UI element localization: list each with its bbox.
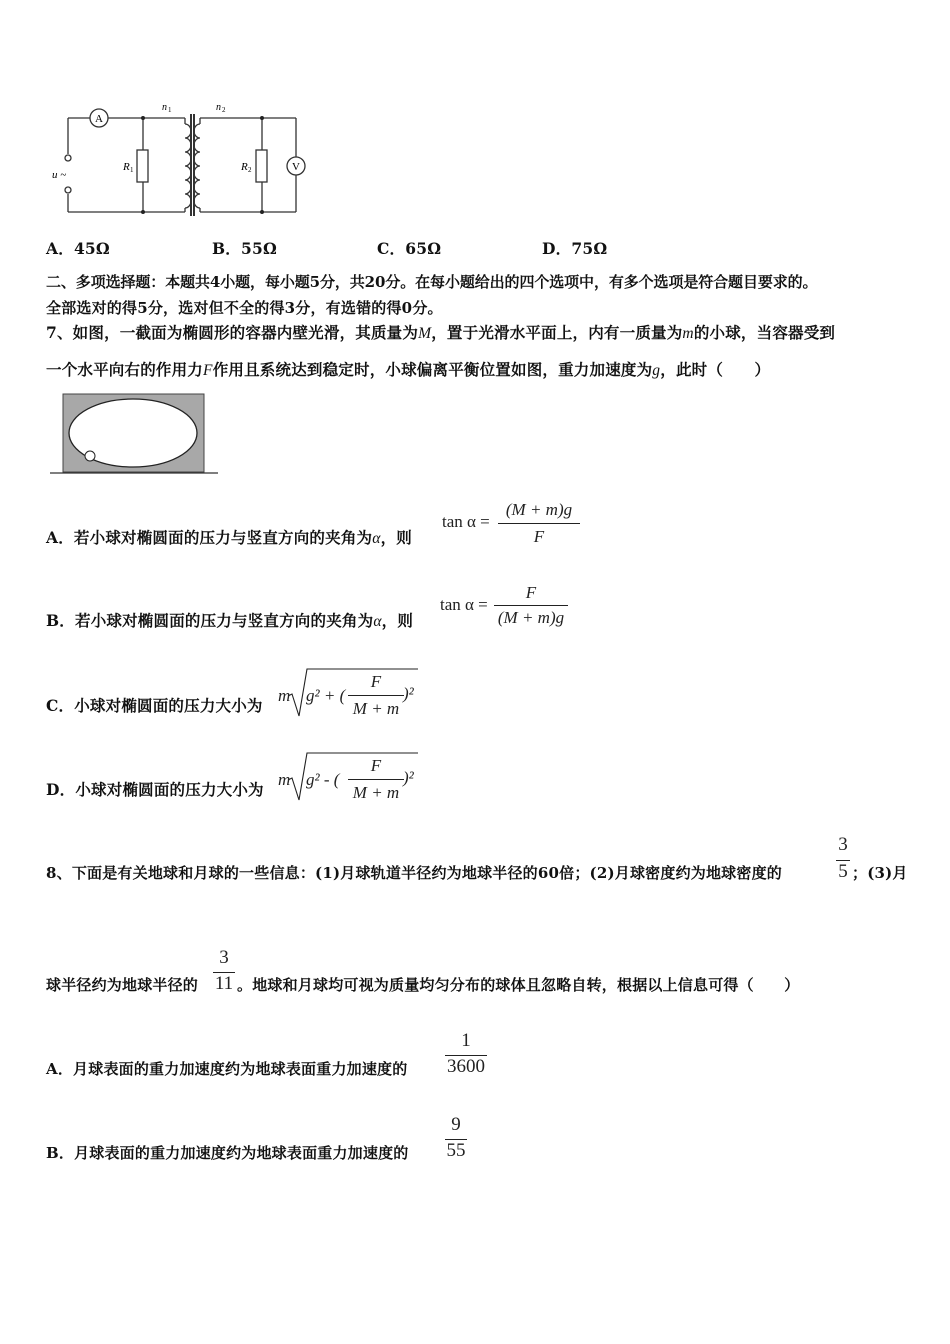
q7-b-denominator: (M + m)g	[497, 608, 565, 627]
q7-d-inner: g² - (	[306, 770, 340, 789]
r1-label: R	[123, 161, 130, 173]
section2-line2: 全部选对的得5分，选对但不全的得3分，有选错的得0分。	[46, 299, 443, 317]
q8-option-a: A．月球表面的重力加速度约为地球表面重力加速度的	[46, 1060, 408, 1078]
q8-frac2-denominator: 11	[214, 973, 234, 994]
q7-a-lhs: tan α =	[442, 512, 490, 531]
q7-c-denominator: M + m	[352, 699, 400, 718]
q8-frac2-numerator: 3	[219, 947, 229, 968]
ammeter-label: A	[95, 113, 103, 125]
q7-b-numerator: F	[525, 583, 537, 602]
q8-a-numerator: 1	[461, 1030, 471, 1051]
q8-stem-line2-head: 球半径约为地球半径的	[46, 976, 199, 994]
section2-line1: 二、多项选择题：本题共4小题，每小题5分，共20分。在每小题给出的四个选项中，有多个选项是符合题目要求的。	[46, 273, 818, 291]
r1-sub: 1	[130, 166, 134, 174]
q7-b-lhs: tan α =	[440, 595, 488, 614]
transformer-circuit-diagram	[50, 98, 310, 224]
q7-option-d: D．小球对椭圆面的压力大小为	[46, 780, 264, 799]
q7-d-numerator: F	[370, 756, 382, 775]
q8-stem-line1: 8、下面是有关地球和月球的一些信息：(1)月球轨道半径约为地球半径的60倍；(2)月球密度约为地球密度的	[46, 864, 782, 882]
r2-sub: 2	[248, 166, 252, 174]
q8-frac1-denominator: 5	[838, 861, 848, 882]
r2-label: R	[241, 161, 248, 173]
q6-option-c: C．65Ω	[377, 239, 442, 258]
q7-option-a: A．若小球对椭圆面的压力与竖直方向的夹角为α，则	[46, 528, 412, 547]
q7-c-m: m	[278, 686, 291, 705]
n2-sub: 2	[222, 106, 226, 114]
voltmeter-label: V	[292, 161, 300, 173]
q7-c-numerator: F	[370, 672, 382, 691]
q8-option-b: B．月球表面的重力加速度约为地球表面重力加速度的	[46, 1144, 409, 1162]
q7-c-fraction-bar	[348, 695, 404, 696]
q7-d-close: )²	[403, 768, 414, 787]
q7-a-numerator: (M + m)g	[505, 500, 573, 519]
q7-d-fraction-bar	[348, 779, 404, 780]
q6-option-d: D．75Ω	[542, 239, 608, 258]
q7-option-c: C．小球对椭圆面的压力大小为	[46, 696, 263, 715]
q6-option-b: B．55Ω	[212, 239, 277, 258]
q7-c-inner: g² + (	[306, 686, 346, 705]
q7-b-fraction-bar	[494, 605, 568, 606]
q8-stem-line1-tail: ；(3)月	[852, 864, 908, 882]
q6-option-a: A．45Ω	[46, 239, 110, 258]
q7-a-fraction-bar	[498, 523, 580, 524]
n1-label: n	[162, 102, 167, 113]
n1-sub: 1	[168, 106, 172, 114]
source-label: u ~	[52, 169, 67, 181]
elliptical-container-figure	[50, 392, 220, 476]
q8-a-denominator: 3600	[447, 1056, 485, 1077]
q8-frac1-numerator: 3	[838, 834, 848, 855]
q7-stem-line2: 一个水平向右的作用力F作用且系统达到稳定时，小球偏离平衡位置如图，重力加速度为g，此时（ ）	[46, 360, 771, 379]
q7-stem-line1: 7、如图，一截面为椭圆形的容器内壁光滑，其质量为M，置于光滑水平面上，内有一质量为m的小球，当容器受到	[46, 323, 836, 342]
q7-option-b: B．若小球对椭圆面的压力与竖直方向的夹角为α，则	[46, 611, 414, 630]
q8-b-denominator: 55	[446, 1140, 466, 1161]
q7-d-m: m	[278, 770, 291, 789]
q7-a-denominator: F	[533, 527, 545, 546]
q8-b-numerator: 9	[451, 1114, 461, 1135]
n2-label: n	[216, 102, 221, 113]
q7-c-close: )²	[403, 684, 414, 703]
q7-d-denominator: M + m	[352, 783, 400, 802]
q8-stem-line2: 。地球和月球均可视为质量均匀分布的球体且忽略自转，根据以上信息可得（ ）	[237, 976, 800, 994]
